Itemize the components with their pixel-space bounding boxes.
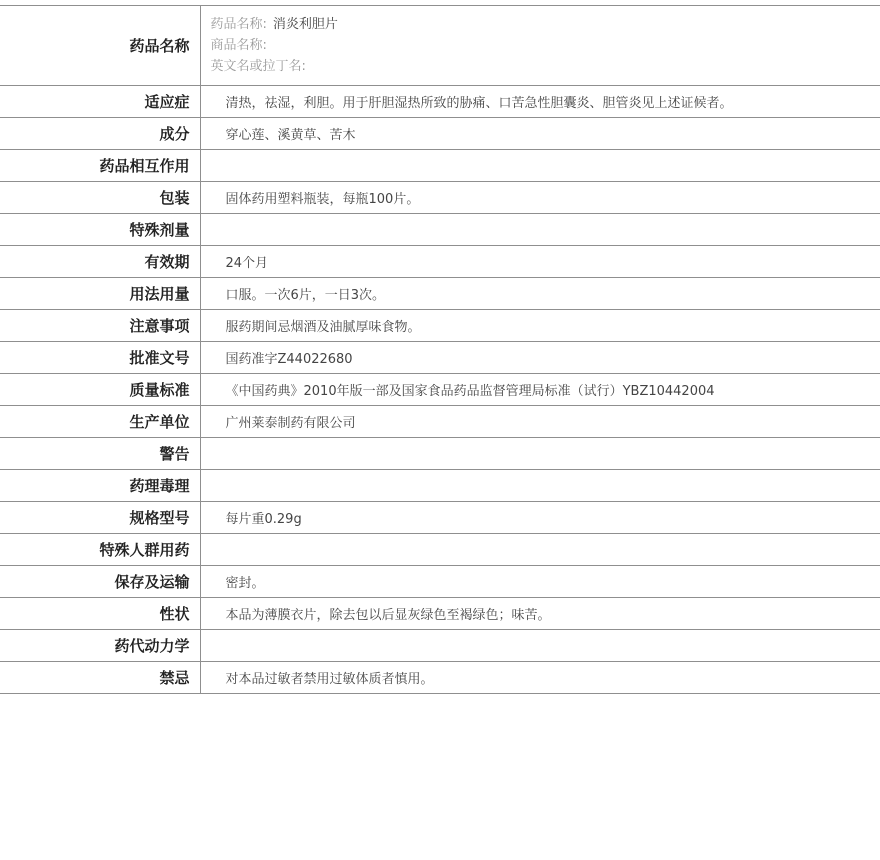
row-value: 对本品过敏者禁用过敏体质者慎用。 [200,662,880,694]
row-label: 特殊人群用药 [0,534,200,566]
interactions-row [0,150,880,182]
specification-row [0,502,880,534]
row-label: 药理毒理 [0,470,200,502]
row-label: 药品名称 [0,6,200,86]
generic-name-line [211,14,880,35]
manufacturer-row [0,406,880,438]
drug-name-cell [200,6,880,86]
row-label: 注意事项 [0,310,200,342]
row-value: 《中国药典》2010年版一部及国家食品药品监督管理局标准（试行）YBZ10442004 [200,374,880,406]
row-label: 性状 [0,598,200,630]
row-label: 包装 [0,182,200,214]
shelf-life-row [0,246,880,278]
row-value: 清热，祛湿，利胆。用于肝胆湿热所致的胁痛、口苦急性胆囊炎、胆管炎见上述证候者。 [200,86,880,118]
trade-name-line [211,35,880,56]
row-value [200,630,880,662]
row-value [200,470,880,502]
contraindications-row [0,662,880,694]
drug-info-sheet [0,5,880,694]
field-key: 商品名称: [210,38,267,53]
row-value: 密封。 [200,566,880,598]
precautions-row [0,310,880,342]
row-label: 有效期 [0,246,200,278]
row-value: 广州莱泰制药有限公司 [200,406,880,438]
special-population-row [0,534,880,566]
row-value: 口服。一次6片，一日3次。 [200,278,880,310]
row-value [200,438,880,470]
row-label: 规格型号 [0,502,200,534]
dosage-row [0,278,880,310]
row-value [200,534,880,566]
row-label: 警告 [0,438,200,470]
field-key: 药品名称: [210,17,267,32]
row-label: 特殊剂量 [0,214,200,246]
special-dosage-row [0,214,880,246]
row-value: 固体药用塑料瓶装，每瓶100片。 [200,182,880,214]
row-value: 穿心莲、溪黄草、苦木 [200,118,880,150]
row-label: 生产单位 [0,406,200,438]
row-label: 适应症 [0,86,200,118]
indications-row [0,86,880,118]
row-label: 质量标准 [0,374,200,406]
row-label: 药品相互作用 [0,150,200,182]
latin-name-line [211,56,880,77]
drug-spec-table [0,5,880,694]
description-row [0,598,880,630]
row-label: 禁忌 [0,662,200,694]
row-value: 本品为薄膜衣片，除去包以后显灰绿色至褐绿色；味苦。 [200,598,880,630]
row-label: 用法用量 [0,278,200,310]
drug-name-row [0,6,880,86]
pharmacology-row [0,470,880,502]
row-value [200,150,880,182]
ingredients-row [0,118,880,150]
pharmacokinetics-row [0,630,880,662]
row-value: 服药期间忌烟酒及油腻厚味食物。 [200,310,880,342]
field-key: 英文名或拉丁名: [210,59,306,74]
quality-standard-row [0,374,880,406]
warning-row [0,438,880,470]
storage-row [0,566,880,598]
row-value: 24个月 [200,246,880,278]
field-value: 消炎利胆片 [272,17,338,32]
packaging-row [0,182,880,214]
row-value [200,214,880,246]
row-value: 每片重0.29g [200,502,880,534]
row-label: 成分 [0,118,200,150]
row-label: 药代动力学 [0,630,200,662]
row-value: 国药准字Z44022680 [200,342,880,374]
row-label: 保存及运输 [0,566,200,598]
row-label: 批准文号 [0,342,200,374]
approval-number-row [0,342,880,374]
